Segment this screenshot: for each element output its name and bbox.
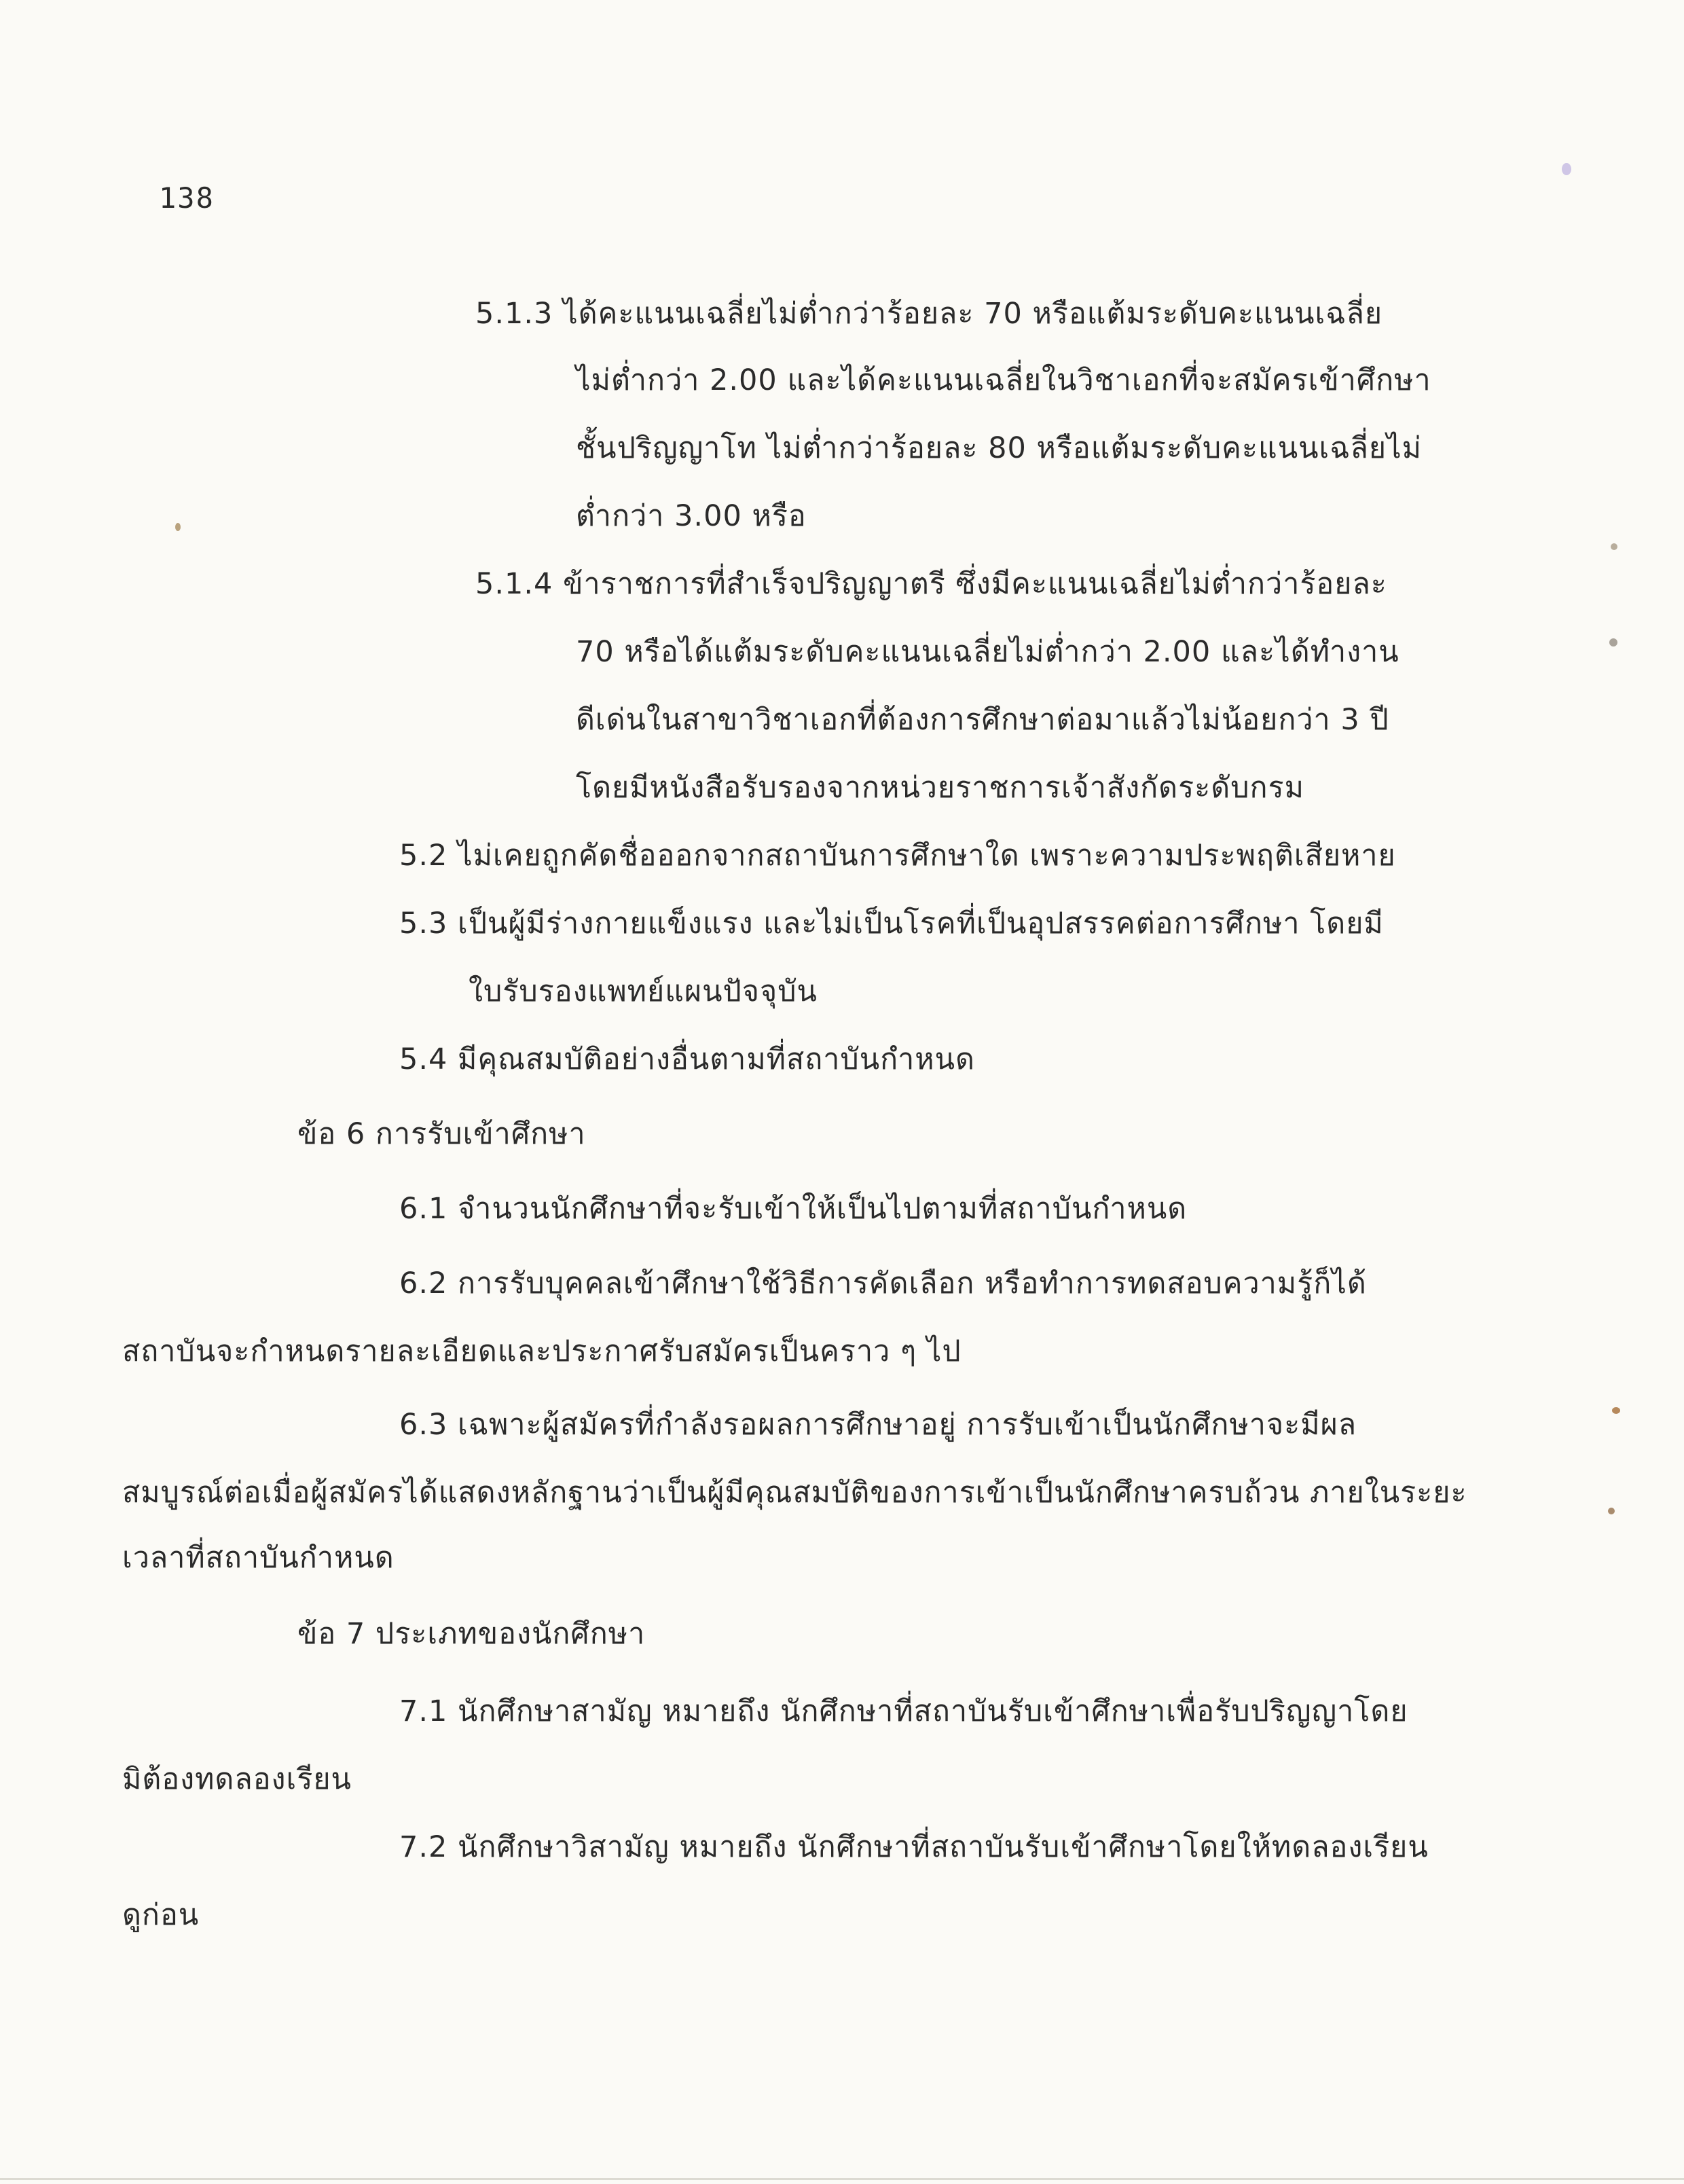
item-6-2-line-2: สถาบันจะกำหนดรายละเอียดและประกาศรับสมัครเป็นคราว ๆ ไป (122, 1334, 962, 1368)
section-6-heading: ข้อ 6 การรับเข้าศึกษา (297, 1117, 586, 1151)
item-5-2: 5.2 ไม่เคยถูกคัดชื่อออกจากสถาบันการศึกษาใด เพราะความประพฤติเสียหาย (399, 839, 1396, 873)
item-5-3-line-1: 5.3 เป็นผู้มีร่างกายแข็งแรง และไม่เป็นโรคที่เป็นอุปสรรคต่อการศึกษา โดยมี (399, 907, 1384, 941)
item-5-1-3-line-2: ไม่ต่ำกว่า 2.00 และได้คะแนนเฉลี่ยในวิชาเอกที่จะสมัครเข้าศึกษา (576, 363, 1431, 397)
item-5-1-3-line-1: 5.1.3 ได้คะแนนเฉลี่ยไม่ต่ำกว่าร้อยละ 70 หรือแต้มระดับคะแนนเฉลี่ย (475, 297, 1383, 331)
item-5-3-line-2: ใบรับรองแพทย์แผนปัจจุบัน (469, 975, 818, 1008)
scan-speck (1609, 638, 1617, 647)
item-7-2-line-2: ดูก่อน (122, 1898, 200, 1932)
scan-speck (1608, 1508, 1615, 1514)
scan-speck (1562, 163, 1571, 175)
scan-edge (0, 2178, 1684, 2180)
scan-speck (1611, 543, 1617, 550)
item-7-1-line-1: 7.1 นักศึกษาสามัญ หมายถึง นักศึกษาที่สถาบันรับเข้าศึกษาเพื่อรับปริญญาโดย (399, 1694, 1408, 1728)
item-5-1-3-line-3: ชั้นปริญญาโท ไม่ต่ำกว่าร้อยละ 80 หรือแต้มระดับคะแนนเฉลี่ยไม่ (576, 431, 1423, 465)
item-7-2-line-1: 7.2 นักศึกษาวิสามัญ หมายถึง นักศึกษาที่สถาบันรับเข้าศึกษาโดยให้ทดลองเรียน (399, 1830, 1429, 1864)
page-number: 138 (159, 181, 215, 215)
item-6-3-line-1: 6.3 เฉพาะผู้สมัครที่กำลังรอผลการศึกษาอยู่ การรับเข้าเป็นนักศึกษาจะมีผล (399, 1408, 1357, 1442)
item-5-1-3-line-4: ต่ำกว่า 3.00 หรือ (576, 499, 807, 533)
section-7-heading: ข้อ 7 ประเภทของนักศึกษา (297, 1617, 646, 1651)
scan-speck (1612, 1407, 1620, 1414)
item-6-3-line-2: สมบูรณ์ต่อเมื่อผู้สมัครได้แสดงหลักฐานว่าเป็นผู้มีคุณสมบัติของการเข้าเป็นนักศึกษาครบถ้วน ภายในระยะ (122, 1476, 1467, 1510)
item-5-1-4-line-2: 70 หรือได้แต้มระดับคะแนนเฉลี่ยไม่ต่ำกว่า 2.00 และได้ทำงาน (576, 635, 1399, 669)
item-5-1-4-line-4: โดยมีหนังสือรับรองจากหน่วยราชการเจ้าสังกัดระดับกรม (576, 771, 1304, 805)
item-5-1-4-line-1: 5.1.4 ข้าราชการที่สำเร็จปริญญาตรี ซึ่งมีคะแนนเฉลี่ยไม่ต่ำกว่าร้อยละ (475, 567, 1387, 601)
scan-speck (175, 523, 181, 531)
item-5-4: 5.4 มีคุณสมบัติอย่างอื่นตามที่สถาบันกำหนด (399, 1042, 975, 1076)
item-6-2-line-1: 6.2 การรับบุคคลเข้าศึกษาใช้วิธีการคัดเลือก หรือทำการทดสอบความรู้ก็ได้ (399, 1267, 1367, 1300)
item-5-1-4-line-3: ดีเด่นในสาขาวิชาเอกที่ต้องการศึกษาต่อมาแล้วไม่น้อยกว่า 3 ปี (576, 703, 1389, 737)
item-6-1: 6.1 จำนวนนักศึกษาที่จะรับเข้าให้เป็นไปตามที่สถาบันกำหนด (399, 1192, 1188, 1226)
item-6-3-line-3: เวลาที่สถาบันกำหนด (122, 1541, 395, 1575)
item-7-1-line-2: มิต้องทดลองเรียน (122, 1762, 352, 1796)
